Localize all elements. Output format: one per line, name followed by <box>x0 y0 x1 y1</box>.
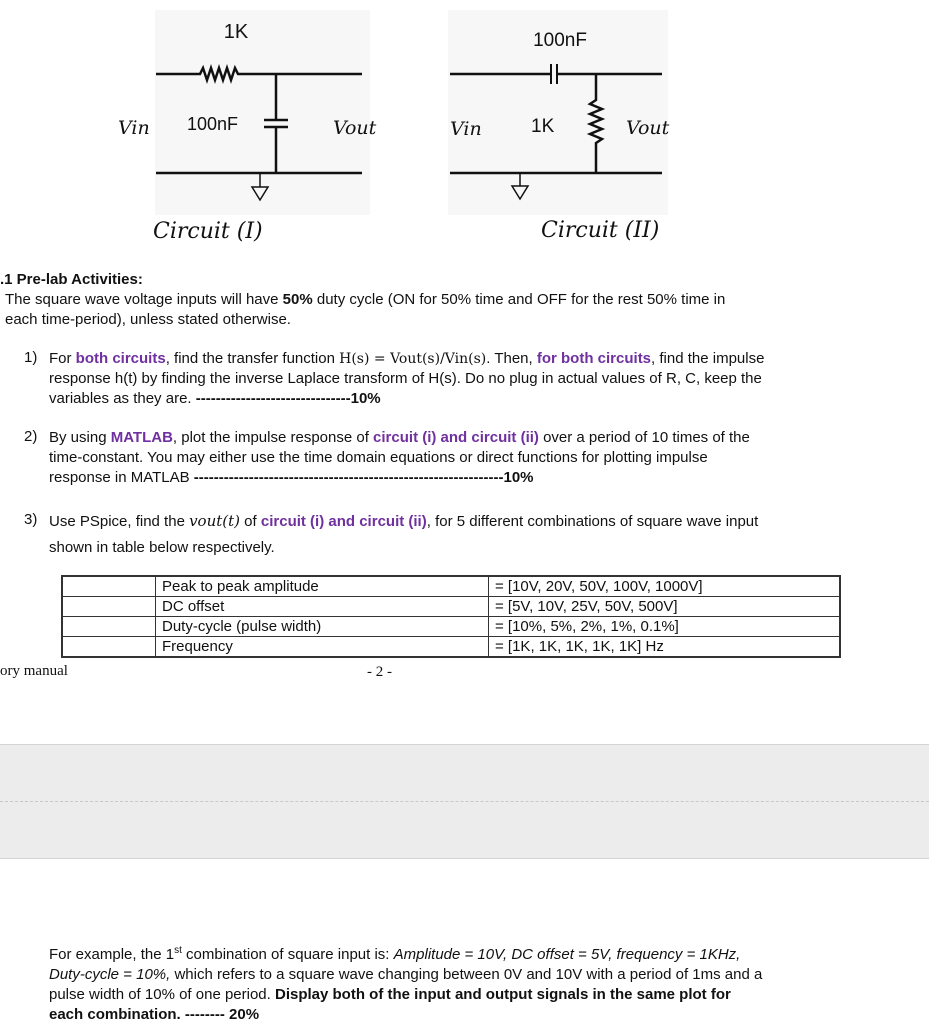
circuit-2-schematic <box>440 10 700 230</box>
example-t2: combination of square input is: <box>181 946 394 963</box>
example-line-1 <box>49 941 867 965</box>
example-bold-1: Display both of the input and output signals in the same plot for <box>274 986 731 1003</box>
table-row <box>62 597 840 617</box>
item-2-line-3-text: response in MATLAB <box>49 469 194 486</box>
item-2-number: 2) <box>24 428 38 445</box>
item-1-both-circuits: both circuits <box>75 350 166 367</box>
example-percent: 20% <box>224 1006 260 1023</box>
circuit-1-caption: Circuit (I) <box>153 219 263 244</box>
table-parameter-label: Peak to peak amplitude <box>156 576 489 597</box>
intro-text-a: The square wave voltage inputs will have <box>5 291 283 308</box>
circuit-1-schematic <box>100 10 400 230</box>
example-paragraph <box>49 941 867 1025</box>
example-t1: For example, the 1 <box>49 946 175 963</box>
table-parameter-label: Duty-cycle (pulse width) <box>156 617 489 637</box>
table-parameter-value: = [1K, 1K, 1K, 1K, 1K] Hz <box>489 637 841 658</box>
example-line-2 <box>49 965 867 985</box>
table-row <box>62 576 840 597</box>
section-intro-line-1 <box>5 290 725 310</box>
circuit-2-resistor-label: 1K <box>531 116 555 137</box>
circuit-2-capacitor-label: 100nF <box>533 30 587 51</box>
footer-left-text: ory manual <box>0 663 68 679</box>
item-2-t2: , plot the impulse response of <box>172 429 374 446</box>
table-row <box>62 637 840 658</box>
section-title: .1 Pre-lab Activities: <box>0 271 143 288</box>
page-separator <box>0 801 929 802</box>
item-1-line-2: response h(t) by finding the inverse Laplace transform of H(s). Do no plug in actual values of R, C, keep the <box>49 370 762 387</box>
item-1-t3: . Then, <box>486 350 537 367</box>
table-spacer-cell <box>62 637 156 658</box>
item-1-dash: ------------------------------- <box>195 390 351 407</box>
circuit-1-resistor-label: 1K <box>223 21 249 43</box>
item-1-t4: , find the impulse <box>651 350 765 367</box>
item-2-t1: By using <box>49 429 111 446</box>
intro-duty-value: 50% <box>282 291 313 308</box>
item-3-text <box>49 511 879 558</box>
circuit-2-vin-label: Vin <box>450 118 482 140</box>
item-3-t3: , for 5 different combinations of square wave input <box>426 513 759 530</box>
item-2-t3: over a period of 10 times of the <box>538 429 750 446</box>
table-spacer-cell <box>62 576 156 597</box>
intro-text-b: duty cycle (ON for 50% time and OFF for the rest 50% time in <box>312 291 726 308</box>
example-params: Amplitude = 10V, DC offset = 5V, frequency = 1KHz, <box>393 946 741 963</box>
table-parameter-value: = [5V, 10V, 25V, 50V, 500V] <box>489 597 841 617</box>
item-3-t1: Use PSpice, find the <box>49 513 190 530</box>
example-line-3 <box>49 985 867 1005</box>
table-parameter-value: = [10V, 20V, 50V, 100V, 1000V] <box>489 576 841 597</box>
circuit-1-vin-label: Vin <box>118 117 150 139</box>
table-parameter-label: Frequency <box>156 637 489 658</box>
item-2-line-2: time-constant. You may either use the time domain equations or direct functions for plotting impulse <box>49 449 708 466</box>
circuit-1-background <box>155 10 370 215</box>
circuit-1-capacitor-label: 100nF <box>187 114 239 134</box>
item-2-line-3 <box>49 468 865 488</box>
item-3-number: 3) <box>24 511 38 528</box>
item-3-circuits: circuit (i) and circuit (ii) <box>260 513 427 530</box>
example-bold-2: each combination. <box>49 1006 181 1023</box>
item-1-line-1 <box>49 349 865 369</box>
item-2-line-1 <box>49 428 865 448</box>
example-duty: Duty-cycle = 10%, <box>49 966 171 983</box>
item-2-matlab: MATLAB <box>110 429 173 446</box>
circuit-1-vout-label: Vout <box>333 117 377 139</box>
table-parameter-label: DC offset <box>156 597 489 617</box>
circuit-2-caption: Circuit (II) <box>541 218 660 243</box>
item-2-text <box>49 428 865 488</box>
example-t4: pulse width of 10% of one period. <box>49 986 275 1003</box>
item-3-line-2: shown in table below respectively. <box>49 539 275 556</box>
section-intro-line-2: each time-period), unless stated otherwise. <box>5 311 291 328</box>
page-number: - 2 - <box>367 664 392 680</box>
example-superscript: st <box>174 945 182 956</box>
table-spacer-cell <box>62 617 156 637</box>
table-spacer-cell <box>62 597 156 617</box>
item-1-percent: 10% <box>350 390 381 407</box>
item-3-t2: of <box>240 513 261 530</box>
item-1-t2: , find the transfer function <box>165 350 340 367</box>
document-page-2 <box>0 858 929 1025</box>
table-row <box>62 617 840 637</box>
table-parameter-value: = [10%, 5%, 2%, 1%, 0.1%] <box>489 617 841 637</box>
item-3-vout-expression: vout(t) <box>189 512 241 530</box>
item-1-for-both-circuits: for both circuits <box>536 350 652 367</box>
item-1-line-3 <box>49 389 865 409</box>
item-1-line-3-text: variables as they are. <box>49 390 196 407</box>
example-t3: which refers to a square wave changing between 0V and 10V with a period of 1ms and a <box>170 966 763 983</box>
item-2-dash: -------------------------------------------------------------- <box>193 469 504 486</box>
example-dash: -------- <box>180 1006 225 1023</box>
item-3-line-1 <box>49 511 879 532</box>
example-line-4 <box>49 1005 867 1025</box>
item-2-percent: 10% <box>503 469 534 486</box>
item-1-transfer-function: H(s) = Vout(s)/Vin(s) <box>339 351 487 367</box>
item-1-t1: For <box>49 350 76 367</box>
item-2-circuits: circuit (i) and circuit (ii) <box>373 429 539 446</box>
item-1-number: 1) <box>24 349 38 366</box>
square-wave-parameter-table <box>61 575 841 658</box>
item-1-text <box>49 349 865 409</box>
circuit-2-vout-label: Vout <box>626 117 670 139</box>
